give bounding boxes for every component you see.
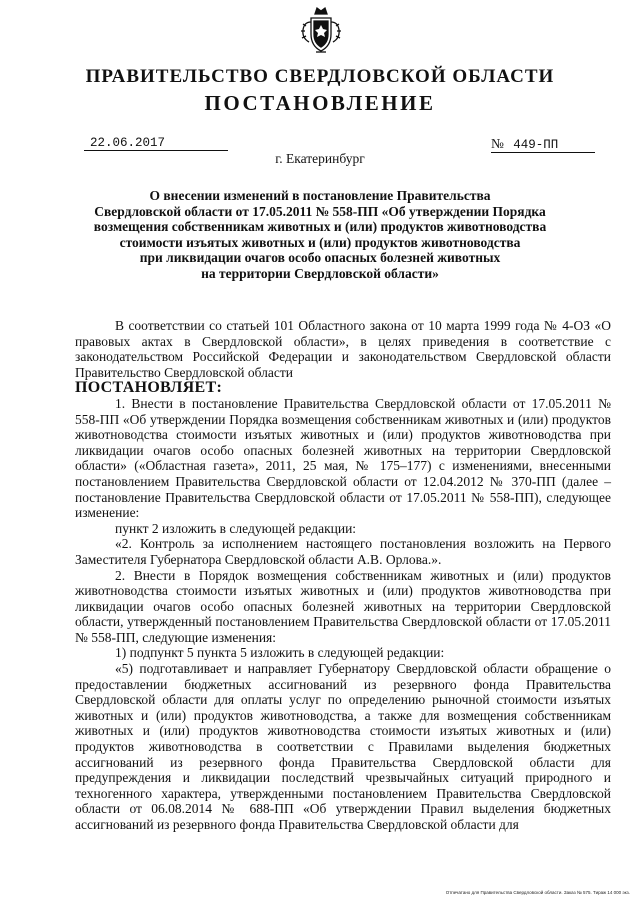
- paragraph-1b: «2. Контроль за исполнением настоящего постановления возложить на Первого Заместителя Губернатора Свердловской области А.В. Орлова.».: [75, 536, 611, 567]
- number-value: 449-ПП: [513, 138, 559, 152]
- paragraph-1: 1. Внести в постановление Правительства Свердловской области от 17.05.2011 № 558-ПП «Об утверждении Порядка возмещения собственникам животных и (или) продуктов животноводства стоимости изъятых животных и (или) продуктов животноводства при ликвидации очагов особо опасных болезней животных на территории Свердловской области» («Областная газета», 2011, 25 мая, № 175–177) с изменениями, внесенными постановлением Правительства Свердловской области от 12.04.2012 № 370-ПП (далее – постановление Правительства Свердловской области от 17.05.2011 № 558-ПП), следующее изменение:: [75, 395, 611, 521]
- title-line: при ликвидации очагов особо опасных болезней животных: [139, 250, 501, 265]
- document-body: [75, 318, 611, 833]
- title-line: О внесении изменений в постановление Правительства: [149, 188, 491, 203]
- document-type: ПОСТАНОВЛЕНИЕ: [204, 91, 436, 115]
- print-footer: Отпечатано для Правительства Свердловской области. Заказ № 575. Тираж 14 000 экз.: [445, 890, 630, 895]
- title-line: возмещения собственникам животных и (или) продуктов животноводства: [93, 219, 547, 234]
- number-label: №: [491, 136, 504, 151]
- title-line: Свердловской области от 17.05.2011 № 558-ПП «Об утверждении Порядка: [94, 203, 546, 219]
- document-date: 22.06.2017: [84, 136, 228, 151]
- paragraph-2a: 1) подпункт 5 пункта 5 изложить в следующей редакции:: [115, 645, 445, 661]
- title-line: на территории Свердловской области»: [201, 265, 439, 281]
- resolves-heading: ПОСТАНОВЛЯЕТ:: [75, 379, 223, 397]
- paragraph-1a: пункт 2 изложить в следующей редакции:: [115, 520, 357, 536]
- paragraph-2: 2. Внести в Порядок возмещения собственникам животных и (или) продуктов животноводства стоимости изъятых животных и (или) продуктов животноводства при ликвидации очагов особо опасных болезней животных на территории Свердловской области, утвержденный постановлением Правительства Свердловской области от 17.05.2011 № 558-ПП, следующие изменения:: [75, 567, 611, 645]
- government-name: ПРАВИТЕЛЬСТВО СВЕРДЛОВСКОЙ ОБЛАСТИ: [85, 66, 555, 87]
- preamble-paragraph: В соответствии со статьей 101 Областного закона от 10 марта 1999 года № 4-ОЗ «О правовых актах в Свердловской области», в целях приведения в соответствие с законодательством Российской Федерации и законодательством Свердловской области Правительство Свердловской области: [75, 318, 611, 380]
- title-line: стоимости изъятых животных и (или) продуктов животноводства: [119, 234, 521, 250]
- city: г. Екатеринбург: [275, 151, 365, 166]
- paragraph-2b: «5) подготавливает и направляет Губернатору Свердловской области обращение о предоставлении бюджетных ассигнований из резервного фонда Правительства Свердловской области для оплаты услуг по определению рыночной стоимости изъятых животных и (или) продуктов животноводства, а также для возмещения собственникам животных и (или) продуктов животноводства стоимости изъятых животных и (или) продуктов животноводства в соответствии с Правилами выделения бюджетных ассигнований из резервного фонда Правительства Свердловской области для предупреждения и ликвидации последствий чрезвычайных ситуаций природного и техногенного характера, утвержденными постановлением Правительства Свердловской области от 06.08.2014 № 688-ПП «Об утверждении Правил выделения бюджетных ассигнований из резервного фонда Правительства Свердловской области для: [75, 661, 611, 832]
- coat-of-arms-icon: [300, 4, 342, 56]
- document-title: [70, 188, 570, 281]
